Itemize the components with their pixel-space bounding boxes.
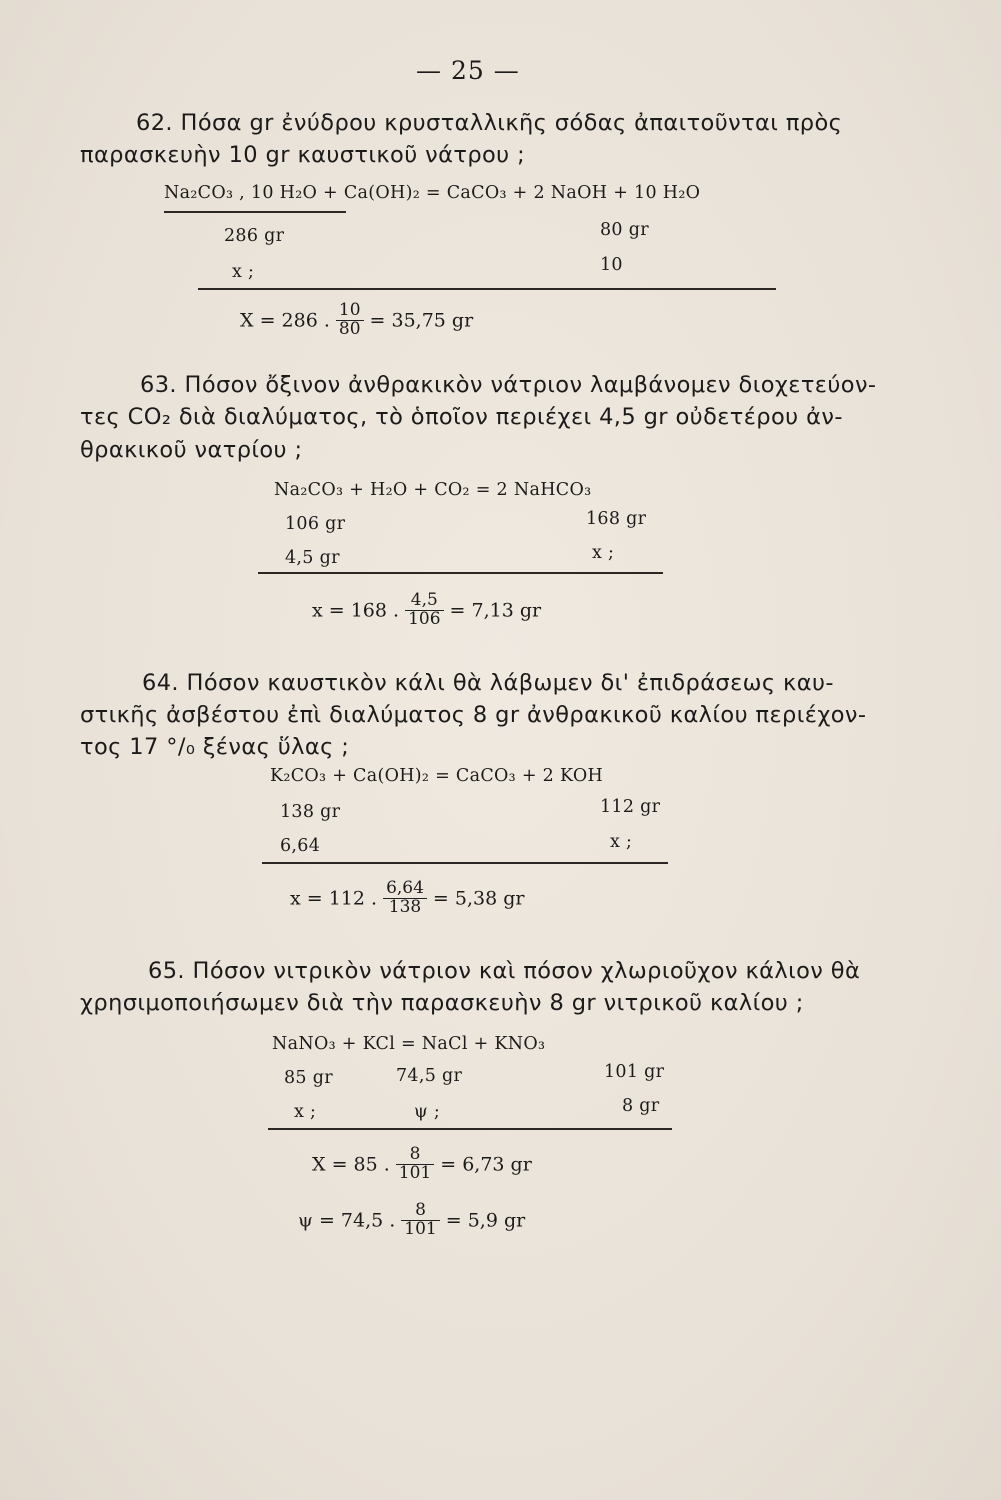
fraction-denominator: 101: [401, 1220, 439, 1239]
question-line: τος 17 °/₀ ξένας ὕλας ;: [80, 734, 350, 760]
mass-value: 80 gr: [600, 220, 649, 240]
fraction-numerator: 4,5: [410, 590, 438, 610]
result-rhs: = 35,75 gr: [369, 309, 474, 332]
result-lhs: X = 85 .: [312, 1153, 390, 1176]
result-rhs: = 7,13 gr: [449, 599, 542, 622]
fraction: [401, 1202, 439, 1239]
result-lhs: X = 286 .: [240, 309, 330, 332]
result-lhs: x = 168 .: [312, 599, 400, 622]
question-line: θρακικοῦ νατρίου ;: [80, 437, 303, 463]
question-line: 65. Πόσον νιτρικὸν νάτριον καὶ πόσον χλωριοῦχον κάλιον θὰ: [148, 958, 861, 984]
result-lhs: ψ = 74,5 .: [298, 1209, 396, 1232]
mass-value: 101 gr: [604, 1062, 665, 1082]
unknown-value: x ;: [294, 1102, 317, 1122]
fraction-numerator: 6,64: [386, 878, 424, 898]
fraction: [396, 1146, 434, 1183]
mass-value: 138 gr: [280, 802, 341, 822]
unknown-value: x ;: [592, 543, 615, 563]
question-line: τες CO₂ διὰ διαλύματος, τὸ ὁποῖον περιέχει 4,5 gr οὐδετέρου ἀν-: [80, 404, 843, 430]
result-formula: [312, 592, 541, 629]
result-rhs: = 5,38 gr: [432, 887, 525, 910]
question-line: 64. Πόσον καυστικὸν κάλι θὰ λάβωμεν δι' ἐπιδράσεως καυ-: [142, 670, 834, 696]
mass-value: 112 gr: [600, 797, 661, 817]
fraction: [383, 880, 427, 917]
mass-value: 74,5 gr: [396, 1066, 463, 1086]
result-rhs: = 6,73 gr: [440, 1153, 532, 1176]
result-formula: [298, 1202, 525, 1239]
result-formula: [312, 1146, 532, 1183]
mass-value: 85 gr: [284, 1068, 333, 1088]
reaction-equation: Na₂CO₃ + H₂O + CO₂ = 2 NaHCO₃: [274, 480, 592, 500]
result-formula: [240, 302, 473, 339]
result-rhs: = 5,9 gr: [445, 1209, 526, 1232]
reaction-equation: NaNO₃ + KCl = NaCl + KNO₃: [272, 1034, 546, 1054]
unknown-value: ψ ;: [414, 1102, 441, 1122]
separator-line: [198, 288, 776, 290]
mass-value: 286 gr: [224, 226, 285, 246]
question-line: 62. Πόσα gr ἐνύδρου κρυσταλλικῆς σόδας ἀπαιτοῦνται πρὸς: [136, 110, 843, 136]
fraction-numerator: 8: [409, 1144, 421, 1164]
separator-line: [268, 1128, 672, 1130]
fraction-denominator: 138: [383, 898, 427, 917]
result-lhs: x = 112 .: [290, 887, 378, 910]
fraction-numerator: 8: [415, 1200, 426, 1220]
result-formula: [290, 880, 524, 917]
mass-value: 168 gr: [586, 509, 647, 529]
fraction-numerator: 10: [338, 300, 361, 320]
question-line: 63. Πόσον ὄξινον ἀνθρακικὸν νάτριον λαμβάνομεν διοχετεύον-: [140, 372, 877, 398]
fraction-denominator: 101: [396, 1164, 434, 1183]
fraction-denominator: 80: [336, 320, 364, 339]
mass-value: 106 gr: [285, 514, 346, 534]
question-line: στικῆς ἀσβέστου ἐπὶ διαλύματος 8 gr ἀνθρακικοῦ καλίου περιέχον-: [80, 702, 867, 728]
fraction: [336, 302, 364, 339]
unknown-value: x ;: [232, 262, 255, 282]
underline: [164, 211, 346, 213]
reaction-equation: K₂CO₃ + Ca(OH)₂ = CaCO₃ + 2 KOH: [270, 766, 604, 786]
separator-line: [262, 862, 668, 864]
unknown-value: x ;: [610, 832, 633, 852]
fraction-denominator: 106: [405, 610, 443, 629]
given-value: 8 gr: [622, 1096, 660, 1116]
given-value: 6,64: [280, 836, 321, 856]
given-value: 4,5 gr: [285, 548, 340, 568]
question-line: χρησιμοποιήσωμεν διὰ τὴν παρασκευὴν 8 gr νιτρικοῦ καλίου ;: [80, 990, 804, 1016]
given-value: 10: [600, 255, 623, 275]
separator-line: [258, 572, 663, 574]
page-number: — 25 —: [416, 56, 520, 85]
fraction: [405, 592, 443, 629]
reaction-equation: Na₂CO₃ , 10 H₂O + Ca(OH)₂ = CaCO₃ + 2 NaOH + 10 H₂O: [164, 183, 701, 203]
question-line: παρασκευὴν 10 gr καυστικοῦ νάτρου ;: [80, 142, 526, 168]
